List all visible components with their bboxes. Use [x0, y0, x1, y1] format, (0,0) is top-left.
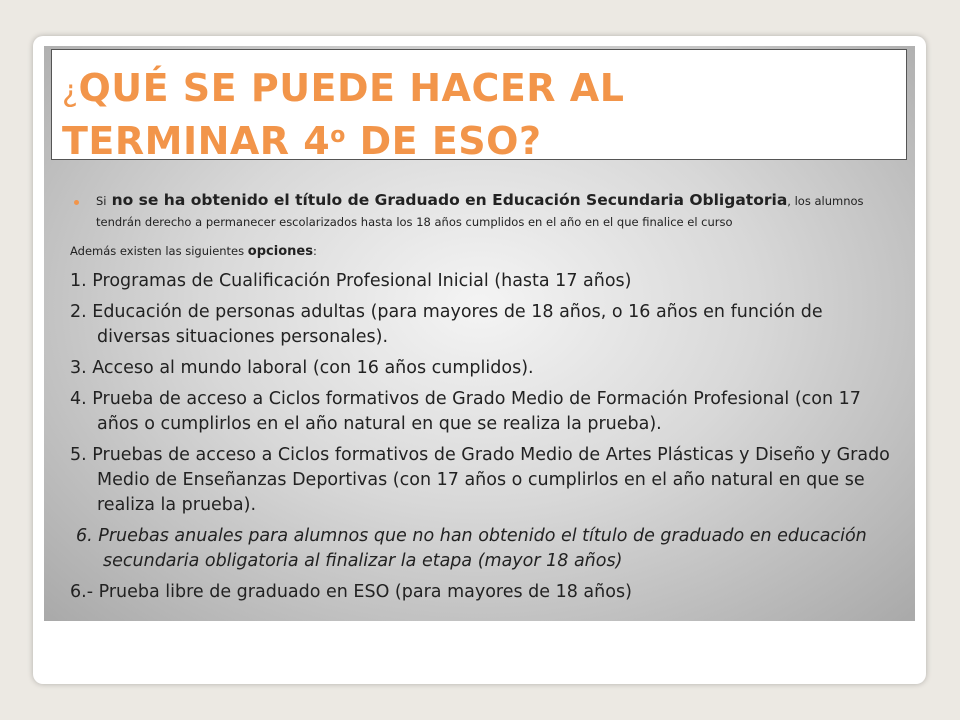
- intro-after: :: [312, 244, 317, 258]
- option-item-3: 3. Acceso al mundo laboral (con 16 años cumplidos).: [70, 358, 534, 378]
- title-line2: TERMINAR 4: [62, 119, 331, 163]
- intro-bold: opciones: [247, 244, 313, 259]
- option-item-5: 5. Pruebas de acceso a Ciclos formativos de Grado Medio de Artes Plásticas y Diseño y Grado Medio de Enseñanzas Deportivas (con 17 años o cumplirlos en el año natural en que se realiza la prueba).: [70, 445, 890, 515]
- bullet-paragraph: [70, 190, 900, 232]
- option-item-1: 1. Programas de Cualificación Profesional Inicial (hasta 17 años): [70, 271, 632, 291]
- slide-body: [70, 190, 900, 611]
- option-item-6: 6. Pruebas anuales para alumnos que no han obtenido el título de graduado en educación secundaria obligatoria al finalizar la etapa (mayor 18 años): [76, 526, 867, 571]
- title-question-mark: ¿: [62, 74, 79, 109]
- options-intro: [70, 244, 900, 259]
- bullet-rest: , los alumnos tendrán derecho a permanecer escolarizados hasta los 18 años cumplidos en el año en el que finalice el curso: [96, 194, 864, 229]
- title-line2-end: DE ESO?: [345, 119, 542, 163]
- option-item-4: 4. Prueba de acceso a Ciclos formativos de Grado Medio de Formación Profesional (con 17 años o cumplirlos en el año natural en que se realiza la prueba).: [70, 389, 861, 434]
- title-ordinal: o: [330, 123, 346, 148]
- bullet-si: Si: [96, 194, 107, 208]
- bullet-bold-text: no se ha obtenido el título de Graduado en Educación Secundaria Obligatoria: [111, 191, 788, 209]
- intro-before: Además existen las siguientes: [70, 244, 248, 258]
- bullet-dot-icon: [74, 200, 79, 205]
- option-item-6b: 6.- Prueba libre de graduado en ESO (para mayores de 18 años): [70, 582, 632, 602]
- option-item-2: 2. Educación de personas adultas (para mayores de 18 años, o 16 años en función de diversas situaciones personales).: [70, 302, 823, 347]
- slide-title: [62, 66, 902, 163]
- title-line1: QUÉ SE PUEDE HACER AL: [78, 66, 625, 110]
